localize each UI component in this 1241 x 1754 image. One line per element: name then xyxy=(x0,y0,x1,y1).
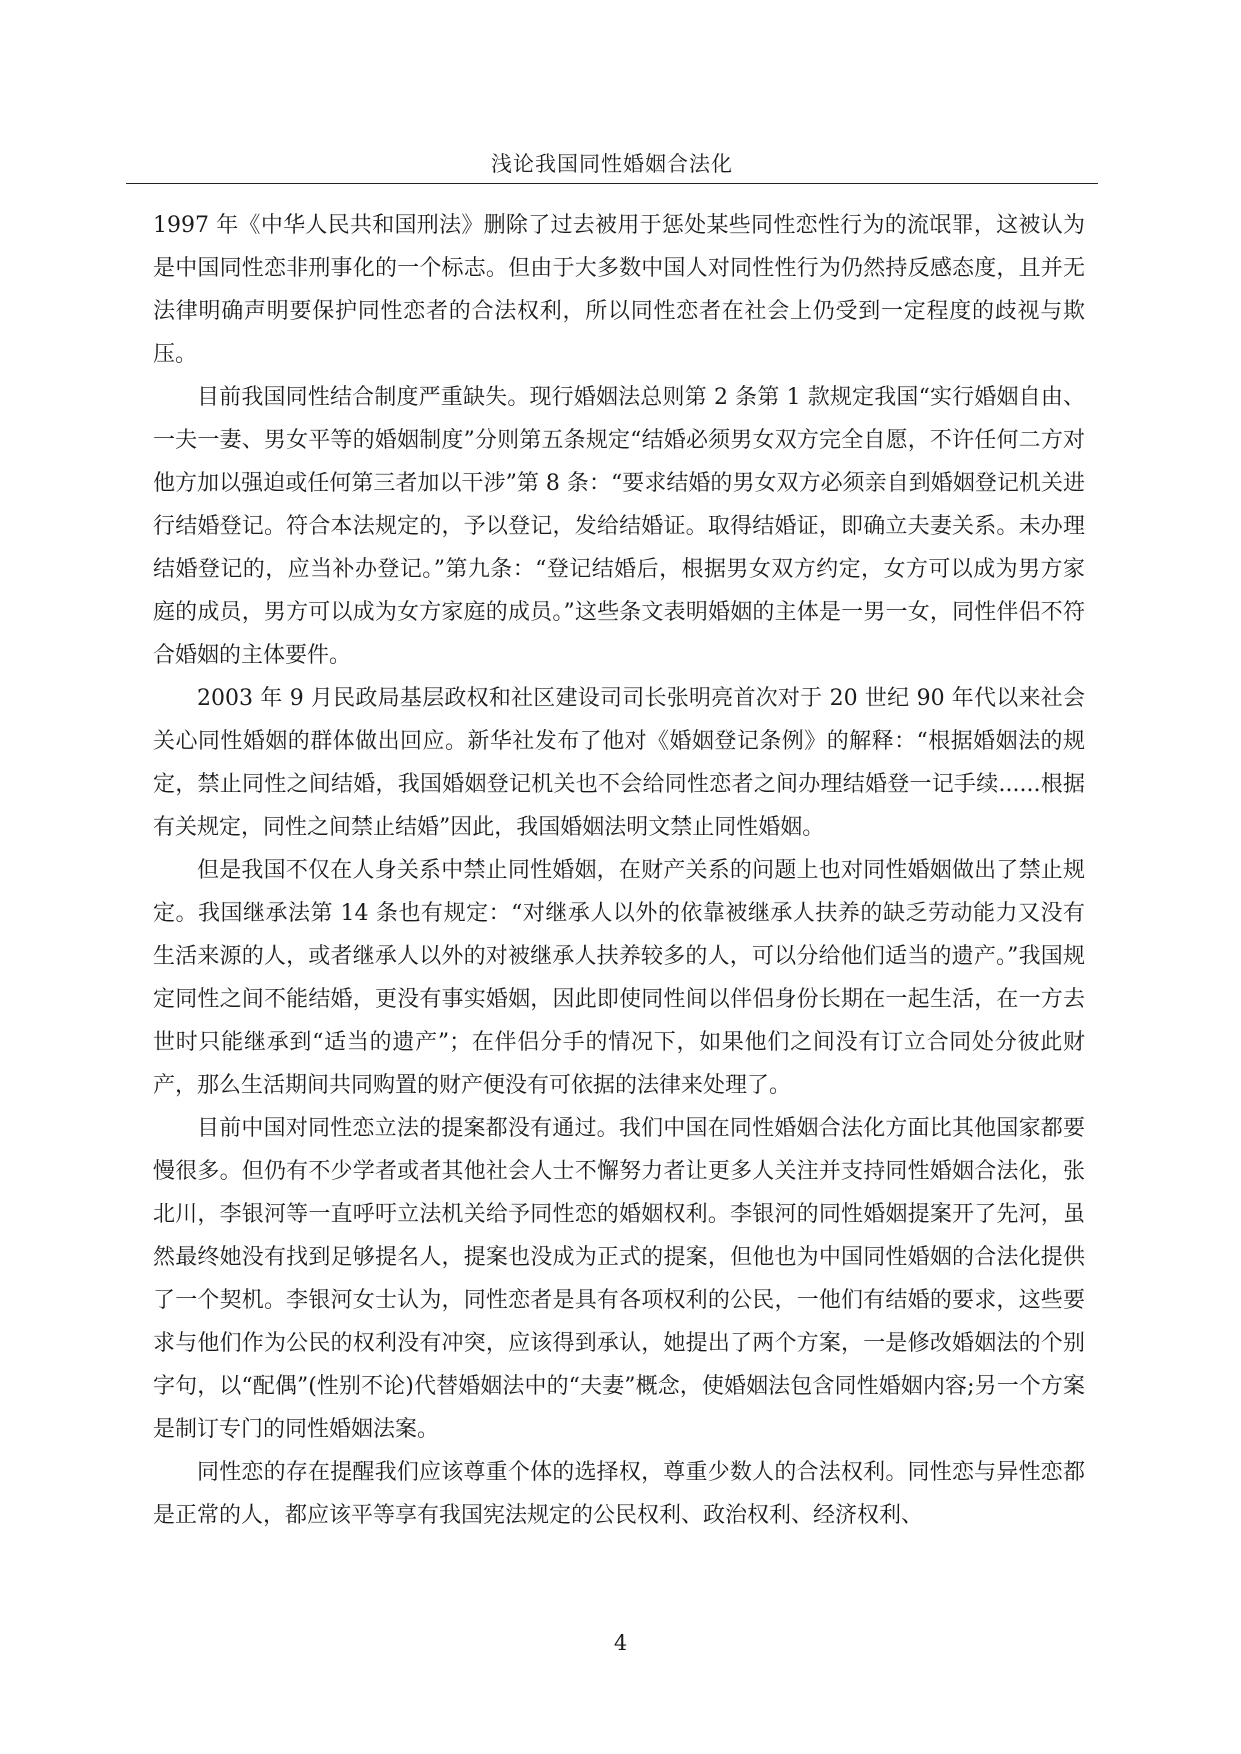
paragraph: 2003 年 9 月民政局基层政权和社区建设司司长张明亮首次对于 20 世纪 90 年代以来社会关心同性婚姻的群体做出回应。新华社发布了他对《婚姻登记条例》的解释：“根据婚姻法的规定，禁止同性之间结婚，我国婚姻登记机关也不会给同性恋者之间办理结婚登一记手续......根据有关规定，同性之间禁止结婚”因此，我国婚姻法明文禁止同性婚姻。 xyxy=(153,686,1085,840)
paragraph: 但是我国不仅在人身关系中禁止同性婚姻，在财产关系的问题上也对同性婚姻做出了禁止规定。我国继承法第 14 条也有规定：“对继承人以外的依靠被继承人扶养的缺乏劳动能力又没有生活来源的人，或者继承人以外的对被继承人扶养较多的人，可以分给他们适当的遗产。”我国规定同性之间不能结婚，更没有事实婚姻，因此即使同性间以伴侣身份长期在一起生活，在一方去世时只能继承到“适当的遗产”；在伴侣分手的情况下，如果他们之间没有订立合同处分彼此财产，那么生活期间共同购置的财产便没有可依据的法律来处理了。 xyxy=(153,858,1085,1098)
paragraph: 1997 年《中华人民共和国刑法》删除了过去被用于惩处某些同性恋性行为的流氓罪，这被认为是中国同性恋非刑事化的一个标志。但由于大多数中国人对同性性行为仍然持反感态度，且并无法律明确声明要保护同性恋者的合法权利，所以同性恋者在社会上仍受到一定程度的歧视与欺压。 xyxy=(153,213,1085,367)
body-text xyxy=(153,204,1085,1537)
page-number: 4 xyxy=(613,1631,628,1655)
header-rule xyxy=(126,183,1098,184)
running-header: 浅论我国同性婚姻合法化 xyxy=(491,152,733,176)
paragraph: 同性恋的存在提醒我们应该尊重个体的选择权，尊重少数人的合法权利。同性恋与异性恋都是正常的人，都应该平等享有我国宪法规定的公民权利、政治权利、经济权利、 xyxy=(153,1460,1085,1528)
paragraph: 目前中国对同性恋立法的提案都没有通过。我们中国在同性婚姻合法化方面比其他国家都要慢很多。但仍有不少学者或者其他社会人士不懈努力者让更多人关注并支持同性婚姻合法化，张北川，李银河等一直呼吁立法机关给予同性恋的婚姻权利。李银河的同性婚姻提案开了先河，虽然最终她没有找到足够提名人，提案也没成为正式的提案，但他也为中国同性婚姻的合法化提供了一个契机。李银河女士认为，同性恋者是具有各项权利的公民，一他们有结婚的要求，这些要求与他们作为公民的权利没有冲突，应该得到承认，她提出了两个方案，一是修改婚姻法的个别字句，以“配偶”(性别不论)代替婚姻法中的“夫妻”概念，使婚姻法包含同性婚姻内容;另一个方案是制订专门的同性婚姻法案。 xyxy=(153,1116,1085,1442)
paragraph: 目前我国同性结合制度严重缺失。现行婚姻法总则第 2 条第 1 款规定我国“实行婚姻自由、一夫一妻、男女平等的婚姻制度”分则第五条规定“结婚必须男女双方完全自愿，不许任何二方对他方加以强迫或任何第三者加以干涉”第 8 条：“要求结婚的男女双方必须亲自到婚姻登记机关进行结婚登记。符合本法规定的，予以登记，发给结婚证。取得结婚证，即确立夫妻关系。未办理结婚登记的，应当补办登记。”第九条：“登记结婚后，根据男女双方约定，女方可以成为男方家庭的成员，男方可以成为女方家庭的成员。”这些条文表明婚姻的主体是一男一女，同性伴侣不符合婚姻的主体要件。 xyxy=(153,385,1085,668)
